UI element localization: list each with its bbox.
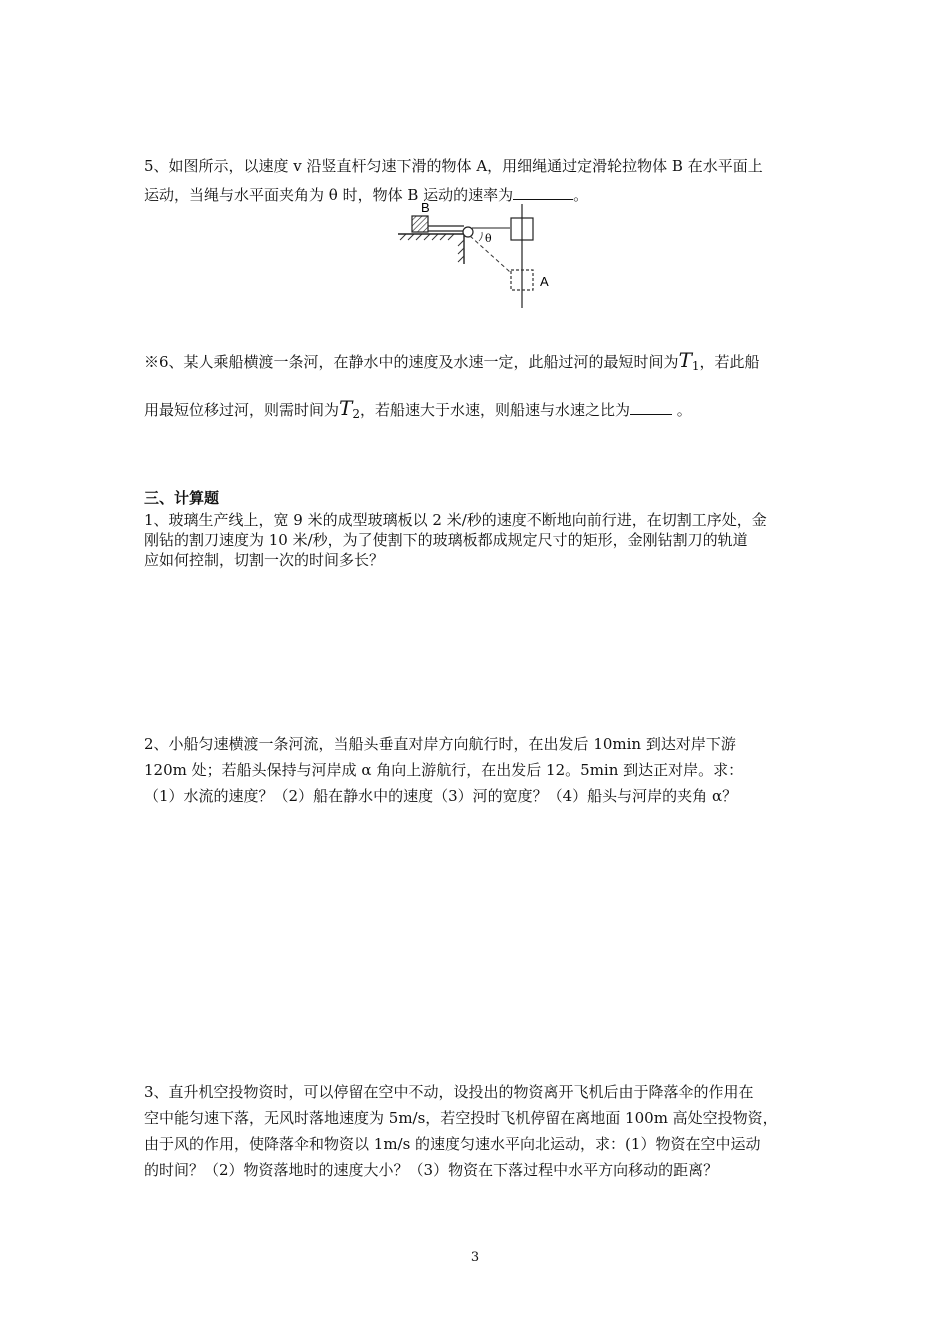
block-b xyxy=(412,216,428,232)
c3-line-1: 3、直升机空投物资时，可以停留在空中不动，设投出的物资离开飞机后由于降落伞的作用在 xyxy=(144,1083,754,1101)
t1-subscript: 1 xyxy=(691,359,700,373)
c2-line-3: （1）水流的速度？（2）船在静水中的速度（3）河的宽度？（4）船头与河岸的夹角 α？ xyxy=(144,787,738,805)
ground-hatch xyxy=(400,234,454,240)
c2-line-2: 120m 处；若船头保持与河岸成 α 角向上游航行，在出发后 12。5min 到达正对岸。求： xyxy=(144,761,744,779)
c2-line-1: 2、小船匀速横渡一条河流，当船头垂直对岸方向航行时，在出发后 10min 到达对岸下游 xyxy=(144,735,736,753)
q5-line-1: 5、如图所示，以速度 v 沿竖直杆匀速下滑的物体 A，用细绳通过定滑轮拉物体 B 在水平面上 xyxy=(144,157,763,175)
q6-line-2-end: 。 xyxy=(672,401,692,419)
q5-line-2-text: 运动，当绳与水平面夹角为 θ 时，物体 B 运动的速率为 xyxy=(144,186,514,204)
theta-arc xyxy=(479,232,482,241)
q6-line-1-end: ，若此船 xyxy=(699,353,760,371)
pulley xyxy=(463,227,473,237)
page-number: 3 xyxy=(470,1250,480,1265)
q6-line-2-mid: ，若船速大于水速，则船速与水速之比为 xyxy=(360,401,631,419)
section-3-title: 三、计算题 xyxy=(144,489,220,507)
q6-line-2 xyxy=(144,398,692,424)
q6-line-1-text: ※6、某人乘船横渡一条河，在静水中的速度及水速一定，此船过河的最短时间为 xyxy=(144,353,679,371)
c1-line-2: 刚钻的割刀速度为 10 米/秒，为了使割下的玻璃板都成规定尺寸的矩形，金刚钻割刀的轨道 xyxy=(144,531,748,549)
c3-line-2: 空中能匀速下落，无风时落地速度为 5m/s，若空投时飞机停留在离地面 100m 高处空投物资， xyxy=(144,1109,778,1127)
pulley-figure xyxy=(398,200,558,310)
c1-line-3: 应如何控制，切割一次的时间多长？ xyxy=(144,551,385,569)
t1-symbol: T1 xyxy=(678,348,700,373)
wall-hatch xyxy=(458,240,464,262)
t2-subscript: 2 xyxy=(352,407,360,421)
q5-answer-blank xyxy=(513,184,573,200)
label-theta: θ xyxy=(485,232,492,245)
c3-line-3: 由于风的作用，使降落伞和物资以 1m/s 的速度匀速水平向北运动，求：(1）物资在空中运动 xyxy=(144,1135,761,1153)
q6-answer-blank xyxy=(630,399,672,415)
label-b: B xyxy=(421,200,430,215)
q5-line-2-end: 。 xyxy=(573,186,589,204)
label-a: A xyxy=(540,274,549,289)
t2-symbol: T2 xyxy=(339,396,360,421)
q6-line-2-text: 用最短位移过河，则需时间为 xyxy=(144,401,340,419)
c1-line-1: 1、玻璃生产线上，宽 9 米的成型玻璃板以 2 米/秒的速度不断地向前行进，在切割工序处，金 xyxy=(144,511,767,529)
c3-line-4: 的时间？（2）物资落地时的速度大小？（3）物资在下落过程中水平方向移动的距离？ xyxy=(144,1161,719,1179)
q6-line-1 xyxy=(144,350,760,376)
